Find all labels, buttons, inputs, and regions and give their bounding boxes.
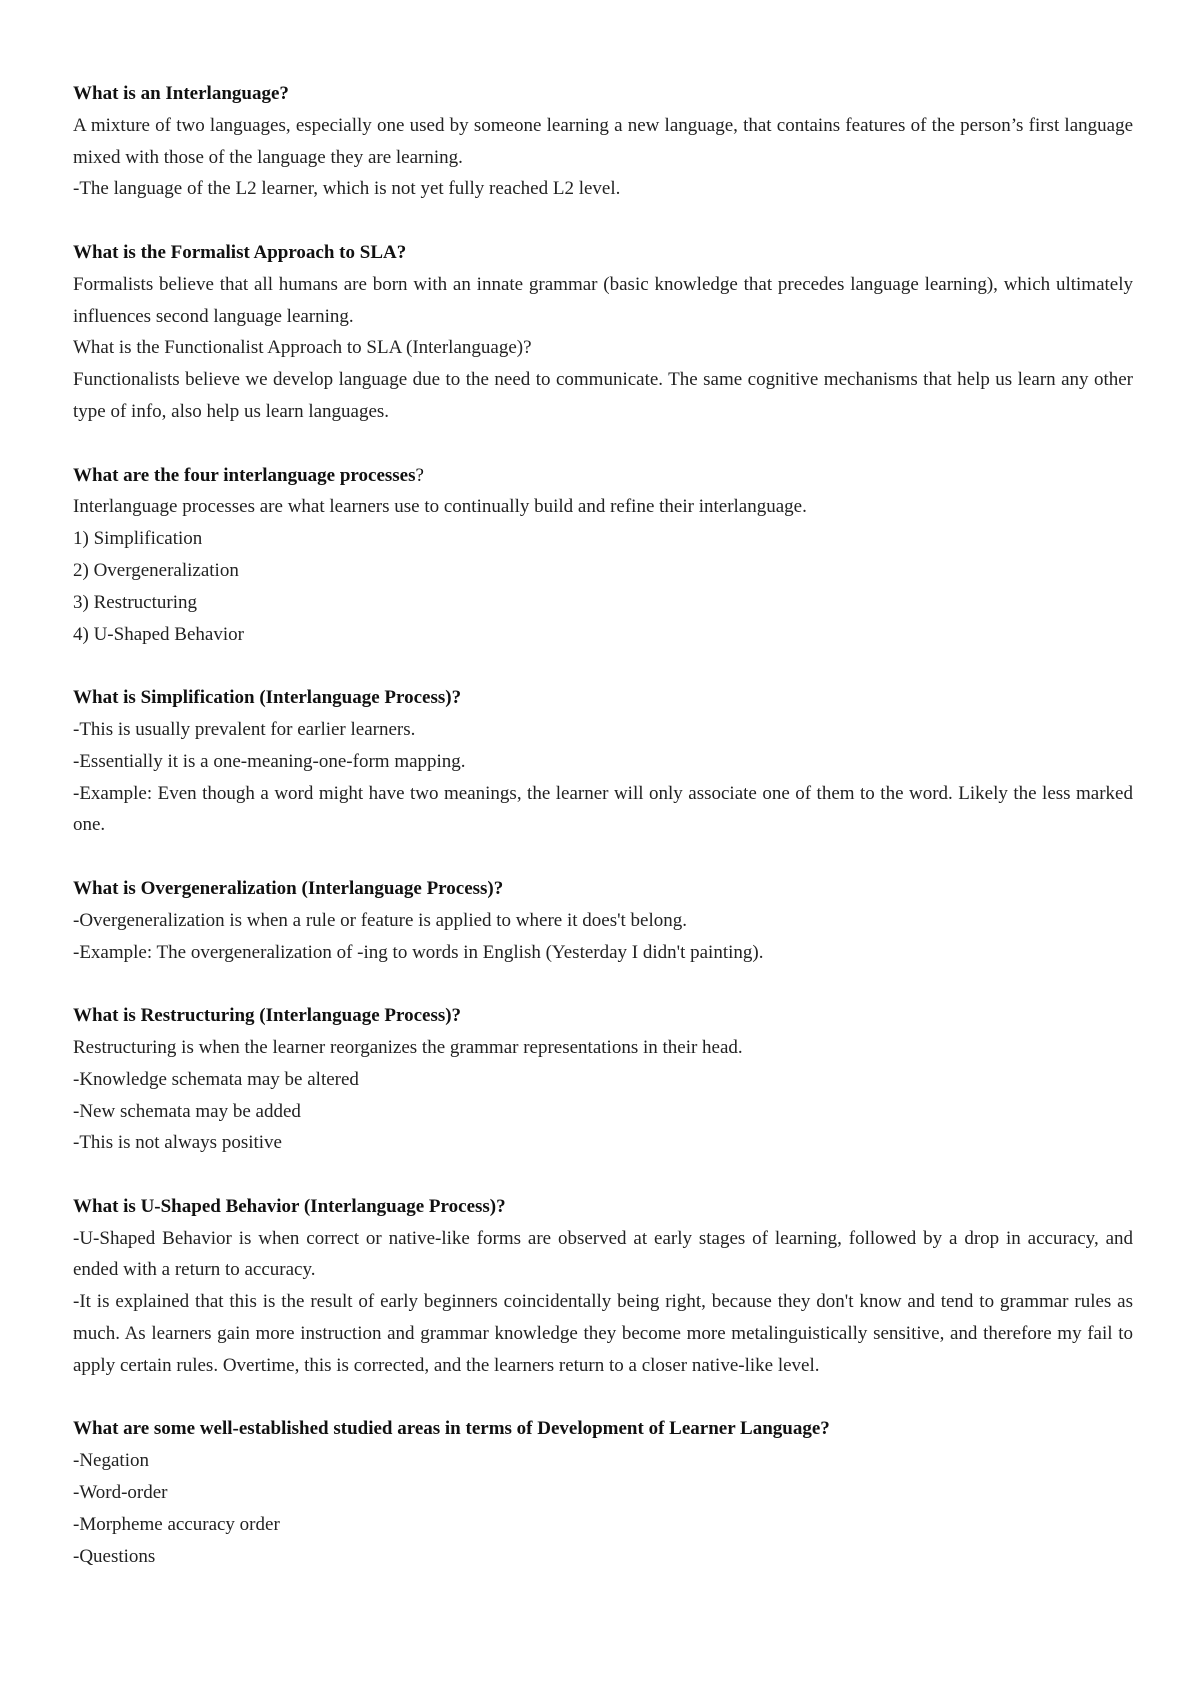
list-item: 3) Restructuring bbox=[73, 591, 198, 613]
paragraph-line: Functionalists believe we develop language due to the need to communicate. The same cognitive mechanisms that help us learn any other type of info, also help us learn languages. bbox=[73, 369, 1133, 422]
paragraph-line: -Essentially it is a one-meaning-one-form mapping. bbox=[73, 750, 466, 772]
list-item: 1) Simplification bbox=[73, 528, 203, 550]
section-overgeneralization bbox=[73, 873, 1133, 968]
paragraph-line: What is the Functionalist Approach to SLA (Interlanguage)? bbox=[73, 337, 532, 359]
paragraph-line: -Example: The overgeneralization of -ing to words in English (Yesterday I didn't painting). bbox=[73, 941, 764, 963]
paragraph-line: -The language of the L2 learner, which is not yet fully reached L2 level. bbox=[73, 178, 621, 200]
section-heading: What is Restructuring (Interlanguage Process)? bbox=[73, 1005, 462, 1027]
section-heading-suffix: ? bbox=[415, 464, 424, 486]
section-interlanguage-processes bbox=[73, 460, 1133, 651]
paragraph-line: Formalists believe that all humans are born with an innate grammar (basic knowledge that precedes language learning), which ultimately influences second language learning. bbox=[73, 273, 1133, 327]
section-heading: What is Simplification (Interlanguage Process)? bbox=[73, 687, 462, 709]
section-heading: What is Overgeneralization (Interlanguage Process)? bbox=[73, 877, 504, 899]
section-restructuring bbox=[73, 1000, 1133, 1159]
list-item: -Questions bbox=[73, 1545, 156, 1567]
list-item: 4) U-Shaped Behavior bbox=[73, 623, 244, 645]
paragraph-line: -This is usually prevalent for earlier learners. bbox=[73, 718, 416, 740]
section-u-shaped-behavior bbox=[73, 1191, 1133, 1382]
list-item: 2) Overgeneralization bbox=[73, 559, 239, 581]
paragraph-line: -U-Shaped Behavior is when correct or native-like forms are observed at early stages of learning, followed by a drop in accuracy, and ended with a return to accuracy. bbox=[73, 1227, 1133, 1281]
list-item: -Word-order bbox=[73, 1482, 168, 1504]
section-heading-text: What are the four interlanguage processes bbox=[73, 464, 416, 486]
section-heading bbox=[73, 460, 1133, 492]
paragraph-line: A mixture of two languages, especially one used by someone learning a new language, that contains features of the person’s first language mixed with those of the language they are learning. bbox=[73, 114, 1133, 168]
paragraph-line: -Overgeneralization is when a rule or feature is applied to where it does't belong. bbox=[73, 909, 688, 931]
list-item: -New schemata may be added bbox=[73, 1100, 301, 1122]
list-item: -Knowledge schemata may be altered bbox=[73, 1068, 359, 1090]
section-heading: What are some well-established studied areas in terms of Development of Learner Language? bbox=[73, 1418, 830, 1440]
section-learner-language-development bbox=[73, 1413, 1133, 1572]
list-item: -Morpheme accuracy order bbox=[73, 1513, 280, 1535]
paragraph-line: -It is explained that this is the result of early beginners coincidentally being right, because they don't know and tend to grammar rules as much. As learners gain more instruction and grammar knowledge they become more metalinguistically sensitive, and therefore my fail to apply certain rules. Overtime, this is corrected, and the learners return to a closer native-like level. bbox=[73, 1291, 1133, 1376]
list-item: -Negation bbox=[73, 1450, 149, 1472]
paragraph-line: Interlanguage processes are what learners use to continually build and refine their interlanguage. bbox=[73, 496, 807, 518]
paragraph-line: Restructuring is when the learner reorganizes the grammar representations in their head. bbox=[73, 1036, 743, 1058]
section-heading: What is U-Shaped Behavior (Interlanguage Process)? bbox=[73, 1195, 506, 1217]
list-item: -This is not always positive bbox=[73, 1132, 282, 1154]
section-interlanguage bbox=[73, 78, 1133, 205]
section-heading: What is the Formalist Approach to SLA? bbox=[73, 241, 407, 263]
document-page bbox=[73, 78, 1133, 1604]
paragraph-line: -Example: Even though a word might have two meanings, the learner will only associate one of them to the word. Likely the less marked one. bbox=[73, 782, 1133, 836]
section-formalist-approach bbox=[73, 237, 1133, 428]
section-simplification bbox=[73, 682, 1133, 841]
section-heading: What is an Interlanguage? bbox=[73, 83, 289, 104]
